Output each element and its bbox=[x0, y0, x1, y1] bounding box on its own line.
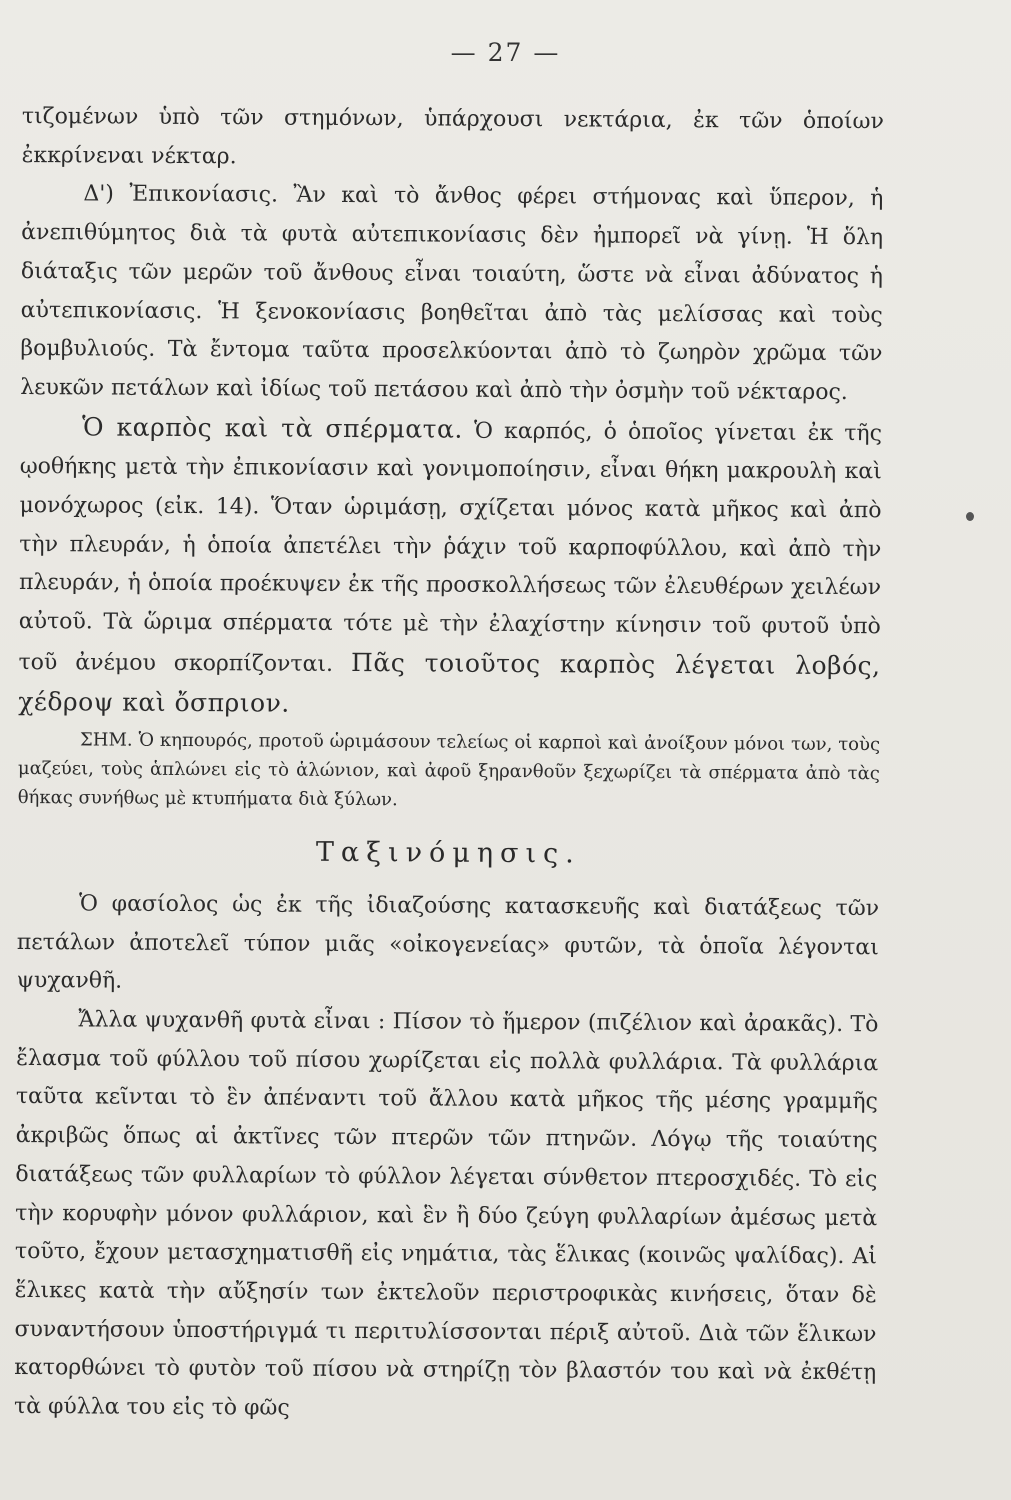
paragraph-fruit bbox=[18, 408, 882, 729]
body-text bbox=[14, 98, 884, 1432]
fruit-heading: Ὁ καρπὸς καὶ τὰ σπέρματα. bbox=[81, 411, 463, 444]
fruit-text: Ὁ καρπός, ὁ ὁποῖος γίνεται ἐκ τῆς ῳοθήκης μετὰ τὴν ἐπικονίασιν καὶ γονιμοποίησιν, εἶναι θήκη μακρουλὴ καὶ μονόχωρος (εἰκ. 14). Ὅταν ὡριμάσῃ, σχίζεται μόνος κατὰ μῆκος καὶ ἀπὸ τὴν πλευράν, ἡ ὁποία ἀπετέλει τὴν ῥάχιν τοῦ καρποφύλλου, καὶ ἀπὸ τὴν πλευράν, ἡ ὁποία προέκυψεν ἐκ τῆς προσκολλήσεως τῶν ἐλευθέρων χειλέων αὐτοῦ. Τὰ ὥριμα σπέρματα τότε μὲ τὴν ἐλαχίστην κίνησιν τοῦ φυτοῦ ὑπὸ τοῦ ἀνέμου σκορπίζονται. bbox=[18, 418, 883, 677]
fruit-tail: Πᾶς τοιοῦτος καρπὸς λέγεται λοβός, χέδροψ καὶ ὄσπριον. bbox=[18, 647, 881, 718]
paragraph-continuation: τιζομένων ὑπὸ τῶν στημόνων, ὑπάρχουσι νεκτάρια, ἐκ τῶν ὁποίων ἐκκρίνεναι νέκταρ. bbox=[21, 103, 884, 170]
paragraph-pollination: Δ') Ἐπικονίασις. Ἂν καὶ τὸ ἄνθος φέρει στήμονας καὶ ὕπερον, ἡ ἀνεπιθύμητος διὰ τὰ φυτὰ αὐτεπικονίασις δὲν ἠμπορεῖ νὰ γίνῃ. Ἡ ὅλη διάταξις τῶν μερῶν τοῦ ἄνθους εἶναι τοιαύτη, ὥστε νὰ εἶναι ἀδύνατος ἡ αὐτεπικονίασις. Ἡ ξενοκονίασις βοηθεῖται ἀπὸ τὰς μελίσσας καὶ τοὺς βομβυλιούς. Τὰ ἔντομα ταῦτα προσελκύονται ἀπὸ τὸ ζωηρὸν χρῶμα τῶν λευκῶν πετάλων καὶ ἰδίως τοῦ πετάσου καὶ ἀπὸ τὴν ὀσμὴν τοῦ νέκταρος. bbox=[20, 181, 884, 405]
paragraph-pea: Ἄλλα ψυχανθῆ φυτὰ εἶναι : Πίσον τὸ ἥμερον (πιζέλιον καὶ ἀρακᾶς). Τὸ ἔλασμα τοῦ φύλλου τοῦ πίσου χωρίζεται εἰς πολλὰ φυλλάρια. Τὰ φυλλάρια ταῦτα κεῖνται τὸ ἓν ἀπέναντι τοῦ ἄλλου κατὰ μῆκος τῆς μέσης γραμμῆς ἀκριβῶς ὅπως αἱ ἀκτῖνες τῶν πτερῶν τῶν πτηνῶν. Λόγῳ τῆς τοιαύτης διατάξεως τῶν φυλλαρίων τὸ φύλλον λέγεται σύνθετον πτεροσχιδές. Τὸ εἰς τὴν κορυφὴν μόνον φυλλάριον, καὶ ἓν ἢ δύο ζεύγη φυλλαρίων ἀμέσως μετὰ τοῦτο, ἔχουν μετασχηματισθῆ εἰς νημάτια, τὰς ἕλικας (κοινῶς ψαλίδας). Αἱ ἕλικες κατὰ τὴν αὔξησίν των ἐκτελοῦν περιστροφικὰς κινήσεις, ὅταν δὲ συναντήσουν ὑποστήριγμά τι περιτυλίσσονται πέριξ αὐτοῦ. Διὰ τῶν ἕλικων κατορθώνει τὸ φυτὸν τοῦ πίσου νὰ στηρίζῃ τὸν βλαστόν του καὶ νὰ ἐκθέτῃ τὰ φύλλα του εἰς τὸ φῶς bbox=[13, 1007, 879, 1421]
section-title: Ταξινόμησις. bbox=[315, 837, 581, 870]
ink-spot bbox=[966, 512, 974, 521]
paragraph-classification: Ὁ φασίολος ὡς ἐκ τῆς ἰδιαζούσης κατασκευῆς καὶ διατάξεως τῶν πετάλων ἀποτελεῖ τύπον μιᾶς «οἰκογενείας» φυτῶν, τὰ ὁποῖα λέγονται ψυχανθῆ. bbox=[16, 891, 880, 994]
note-paragraph: ΣΗΜ. Ὁ κηπουρός, προτοῦ ὡριμάσουν τελείως οἱ καρποὶ καὶ ἀνοίξουν μόνοι των, τοὺς μαζεύει, τοὺς ἁπλώνει εἰς τὸ ἁλώνιον, καὶ ἀφοῦ ξηρανθοῦν ξεχωρίζει τὰ σπέρματα ἀπὸ τὰς θήκας συνήθως μὲ κτυπήματα διὰ ξύλων. bbox=[17, 729, 881, 811]
page-number: — 27 — bbox=[450, 38, 561, 67]
